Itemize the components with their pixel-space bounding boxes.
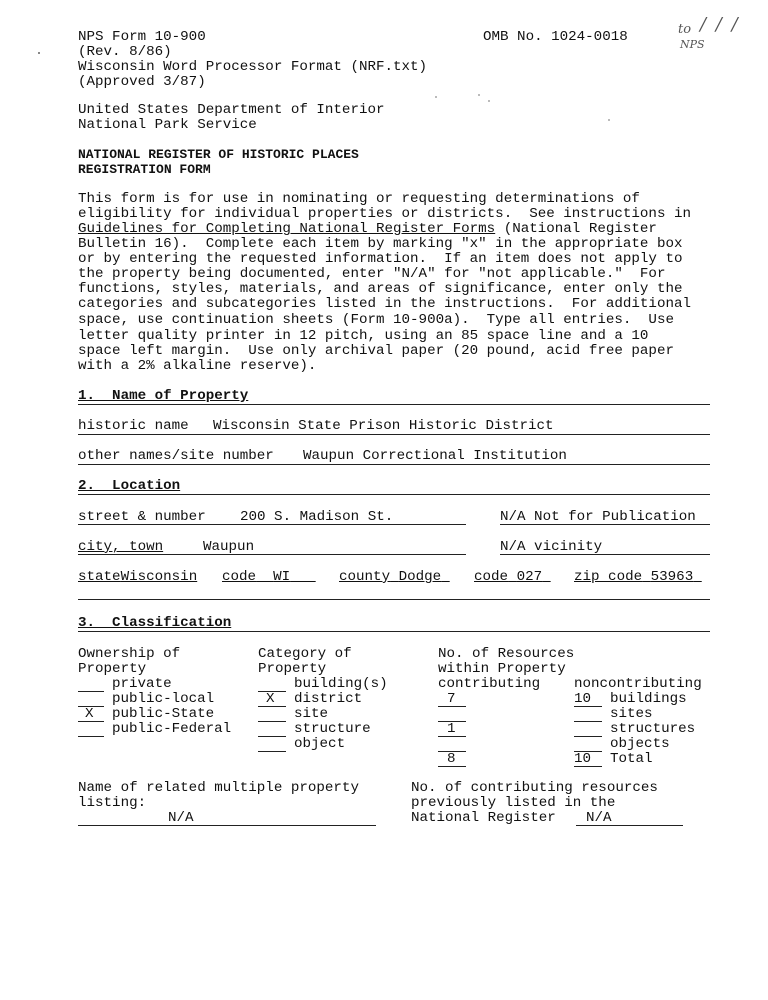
city-value: Waupun xyxy=(203,539,255,555)
resource-type: sites xyxy=(610,706,653,722)
county-field xyxy=(339,570,450,585)
instructions-line: Guidelines for Completing National Register Forms (National Register xyxy=(78,221,657,237)
previously-listed-label: No. of contributing resources xyxy=(411,780,658,796)
rule xyxy=(576,825,683,826)
related-listing-label: listing: xyxy=(78,795,147,811)
contributing-count: 8 xyxy=(447,751,456,767)
ownership-option: public-State xyxy=(112,706,215,722)
resource-type: buildings xyxy=(610,691,687,707)
state-code-value: WI xyxy=(273,569,291,585)
category-option: site xyxy=(294,706,329,722)
state-code-label: code xyxy=(222,569,257,585)
contributing-count: 1 xyxy=(447,721,456,737)
historic-name-value: Wisconsin State Prison Historic District xyxy=(213,418,554,434)
previously-listed-value: N/A xyxy=(586,810,612,826)
noncontributing-count: 10 xyxy=(574,751,592,767)
instructions-line: letter quality printer in 12 pitch, using an 85 space line and a 10 xyxy=(78,328,649,344)
instructions-line: the property being documented, enter "N/A" for "not applicable." For xyxy=(78,266,666,282)
rule xyxy=(78,631,710,632)
county-label: county xyxy=(339,569,391,585)
county-code-field xyxy=(474,570,551,585)
city-label: city, town xyxy=(78,539,164,555)
noncontributing-count: 10 xyxy=(574,691,592,707)
resources-heading: No. of Resources xyxy=(438,646,575,662)
instructions-line: This form is for use in nominating or requesting determinations of xyxy=(78,191,640,207)
form-approved: (Approved 3/87) xyxy=(78,74,206,90)
category-heading: Category of xyxy=(258,646,352,662)
zip-value: 53963 xyxy=(650,569,694,585)
section-2-heading: 2. Location xyxy=(78,478,181,494)
resource-type: objects xyxy=(610,736,670,752)
resource-type: structures xyxy=(610,721,696,737)
checkbox-blank xyxy=(258,736,286,737)
county-code-label: code xyxy=(474,569,509,585)
checkbox-blank xyxy=(258,751,286,752)
omb-number: OMB No. 1024-0018 xyxy=(483,29,628,45)
category-option: structure xyxy=(294,721,371,737)
form-title: NATIONAL REGISTER OF HISTORIC PLACES xyxy=(78,147,359,162)
category-heading: Property xyxy=(258,661,327,677)
form-revision: (Rev. 8/86) xyxy=(78,44,172,60)
checkbox-blank xyxy=(258,721,286,722)
state-field xyxy=(78,570,197,585)
rule xyxy=(78,825,376,826)
section-1-heading: 1. Name of Property xyxy=(78,388,249,404)
street-value: 200 S. Madison St. xyxy=(240,509,394,525)
rule xyxy=(78,434,710,435)
instructions-line: functions, styles, materials, and areas of significance, enter only the xyxy=(78,281,683,297)
department-name: United States Department of Interior xyxy=(78,102,385,118)
handwritten-note-nps: NPS xyxy=(680,38,705,51)
rule xyxy=(78,464,710,465)
count-blank xyxy=(574,736,602,737)
vicinity: N/A vicinity xyxy=(500,539,603,555)
contributing-count: 7 xyxy=(447,691,456,707)
instructions-line: eligibility for individual properties or districts. See instructions in xyxy=(78,206,691,222)
noncontributing-heading: noncontributing xyxy=(574,676,702,692)
previously-listed-label: previously listed in the xyxy=(411,795,616,811)
form-format: Wisconsin Word Processor Format (NRF.txt) xyxy=(78,59,428,75)
contributing-heading: contributing xyxy=(438,676,541,692)
other-names-value: Waupun Correctional Institution xyxy=(303,448,567,464)
related-listing-label: Name of related multiple property xyxy=(78,780,359,796)
ownership-option: public-Federal xyxy=(112,721,232,737)
checkbox-blank xyxy=(78,691,104,692)
ownership-heading: Ownership of xyxy=(78,646,181,662)
ownership-option: private xyxy=(112,676,172,692)
count-blank xyxy=(574,721,602,722)
street-label: street & number xyxy=(78,509,206,525)
not-for-publication: N/A Not for Publication xyxy=(500,509,696,525)
form-id: NPS Form 10-900 xyxy=(78,29,206,45)
ownership-heading: Property xyxy=(78,661,147,677)
state-code-field xyxy=(222,570,316,585)
instructions-line: with a 2% alkaline reserve). xyxy=(78,358,317,374)
checkbox-mark: X xyxy=(85,706,94,722)
rule xyxy=(78,494,710,495)
rule xyxy=(78,524,466,525)
previously-listed-label: National Register xyxy=(411,810,556,826)
guidelines-reference: Guidelines for Completing National Register Forms xyxy=(78,221,496,237)
rule xyxy=(78,554,466,555)
instructions-line: categories and subcategories listed in the instructions. For additional xyxy=(78,296,691,312)
state-label: state xyxy=(78,569,121,585)
checkbox-mark: X xyxy=(266,691,275,707)
related-listing-value: N/A xyxy=(168,810,194,826)
zip-label: zip code xyxy=(574,569,643,585)
instructions-line: Bulletin 16). Complete each item by marking "x" in the appropriate box xyxy=(78,236,683,252)
service-name: National Park Service xyxy=(78,117,257,133)
rule xyxy=(78,404,710,405)
section-3-heading: 3. Classification xyxy=(78,615,232,631)
rule xyxy=(78,599,710,600)
checkbox-blank xyxy=(78,736,104,737)
category-option: object xyxy=(294,736,346,752)
rule xyxy=(500,524,710,525)
instructions-line: space left margin. Use only archival paper (20 pound, acid free paper xyxy=(78,343,674,359)
other-names-label: other names/site number xyxy=(78,448,274,464)
resource-type: Total xyxy=(610,751,653,767)
category-option: district xyxy=(294,691,363,707)
state-value: Wisconsin xyxy=(120,569,198,585)
historic-name-label: historic name xyxy=(78,418,189,434)
county-code-value: 027 xyxy=(516,569,543,585)
handwritten-scribble: / / / xyxy=(700,14,740,35)
category-option: building(s) xyxy=(294,676,388,692)
instructions-line: space, use continuation sheets (Form 10-900a). Type all entries. Use xyxy=(78,312,674,328)
resources-heading: within Property xyxy=(438,661,566,677)
zip-field xyxy=(574,570,702,585)
ownership-option: public-local xyxy=(112,691,215,707)
instructions-line: or by entering the requested information. If an item does not apply to xyxy=(78,251,683,267)
handwritten-note-to: to xyxy=(678,22,692,37)
county-value: Dodge xyxy=(398,569,442,585)
rule xyxy=(500,554,710,555)
form-subtitle: REGISTRATION FORM xyxy=(78,162,211,177)
